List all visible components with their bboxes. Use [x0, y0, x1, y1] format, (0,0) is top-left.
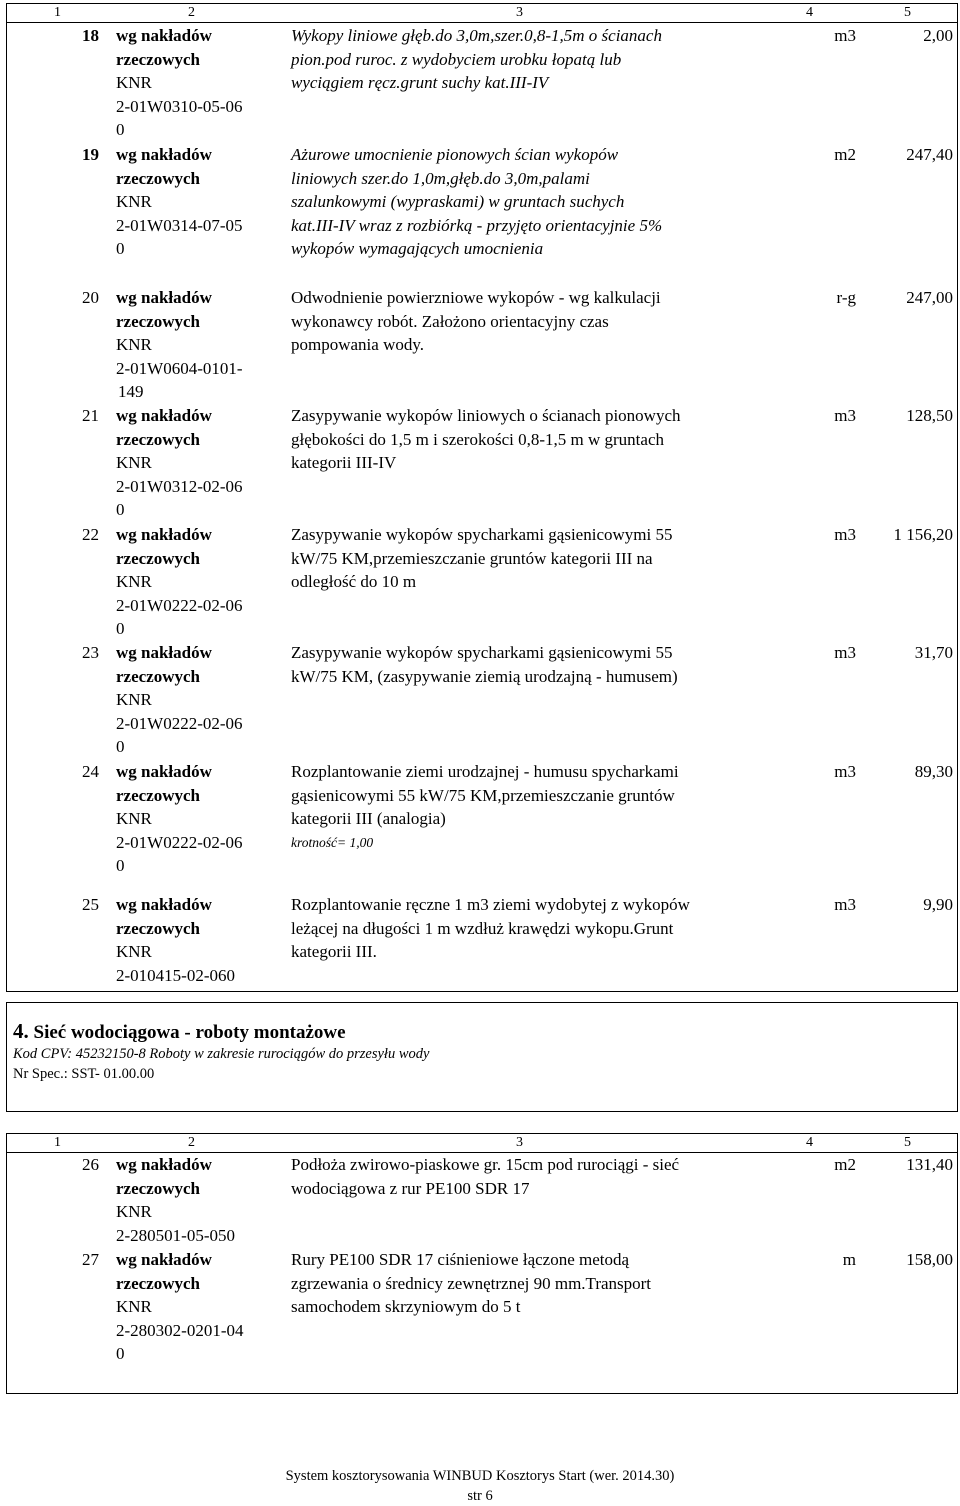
- row-quantity: 158,00: [906, 1250, 953, 1269]
- base-line: KNR: [116, 942, 152, 961]
- base-line: rzeczowych: [116, 429, 201, 449]
- row-unit: m3: [834, 525, 856, 544]
- row-quantity: 131,40: [906, 1155, 953, 1174]
- row-base: [116, 1153, 286, 1247]
- row-description: [291, 523, 763, 594]
- col-header-2: 2: [188, 5, 195, 20]
- base-line: 0: [116, 500, 125, 519]
- base-line: 0: [116, 239, 125, 258]
- row-number: 19: [82, 145, 99, 164]
- section-title: Sieć wodociągowa - roboty montażowe: [33, 1022, 346, 1043]
- col-header-3: 3: [516, 1135, 523, 1150]
- col-header-2: 2: [188, 1135, 195, 1150]
- section-title-line: [13, 1019, 346, 1045]
- base-line: 0: [116, 619, 125, 638]
- base-line: 2-01W0310-05-06: [116, 96, 243, 116]
- row-description: [291, 1153, 763, 1200]
- desc-line: pompowania wody.: [291, 335, 424, 354]
- row-number: 21: [82, 406, 99, 425]
- base-line: wg nakładów: [116, 288, 212, 307]
- desc-line: Odwodnienie powierzniowe wykopów - wg kalkulacji: [291, 288, 661, 307]
- desc-line: wyciągiem ręcz.grunt suchy kat.III-IV: [291, 73, 549, 92]
- col-header-5: 5: [904, 1135, 911, 1150]
- base-line: KNR: [116, 335, 152, 354]
- row-base: [116, 286, 286, 404]
- footer-page-number: str 6: [467, 1488, 493, 1504]
- row-quantity: 2,00: [923, 26, 953, 45]
- row-quantity: 128,50: [906, 406, 953, 425]
- desc-line: szalunkowymi (wypraskami) w gruntach suchych: [291, 192, 625, 211]
- row-unit: m3: [834, 26, 856, 45]
- row-unit: m2: [834, 145, 856, 164]
- row-number: 24: [82, 762, 99, 781]
- base-line: 2-01W0604-0101-: [116, 358, 243, 378]
- base-line: 2-01W0314-07-05: [116, 215, 243, 235]
- desc-line: samochodem skrzyniowym do 5 t: [291, 1297, 521, 1316]
- desc-line: kategorii III (analogia): [291, 809, 446, 828]
- row-quantity: 247,00: [906, 288, 953, 307]
- base-line: KNR: [116, 1202, 152, 1221]
- base-line: wg nakładów: [116, 26, 212, 45]
- row-number: 26: [82, 1155, 99, 1174]
- desc-line: Rury PE100 SDR 17 ciśnieniowe łączone metodą: [291, 1250, 630, 1269]
- row-description: [291, 286, 763, 357]
- spec-label: Nr Spec.:: [13, 1066, 68, 1082]
- base-line: wg nakładów: [116, 895, 212, 914]
- desc-line: głębokości do 1,5 m i szerokości 0,8-1,5 m w gruntach: [291, 429, 664, 449]
- desc-line: Zasypywanie wykopów spycharkami gąsienicowymi 55: [291, 525, 673, 544]
- desc-line: liniowych szer.do 1,0m,głęb.do 3,0m,palami: [291, 168, 590, 188]
- desc-line: kW/75 KM,przemieszczanie gruntów kategorii III na: [291, 548, 653, 568]
- row-quantity: 247,40: [906, 145, 953, 164]
- base-line: rzeczowych: [116, 666, 201, 686]
- row-unit: m3: [834, 643, 856, 662]
- row-quantity: 31,70: [914, 643, 953, 662]
- footer-software: System kosztorysowania WINBUD Kosztorys Start (wer. 2014.30): [285, 1468, 675, 1484]
- base-line: 2-01W0222-02-06: [116, 713, 243, 733]
- base-line: 2-01W0222-02-06: [116, 832, 243, 852]
- base-line: 2-280501-05-050: [116, 1225, 235, 1245]
- desc-line: Wykopy liniowe głęb.do 3,0m,szer.0,8-1,5m o ścianach: [291, 26, 662, 45]
- desc-line: Zasypywanie wykopów liniowych o ścianach pionowych: [291, 406, 681, 425]
- base-line: KNR: [116, 192, 152, 211]
- desc-line: Podłoża zwirowo-piaskowe gr. 15cm pod rurociągi - sieć: [291, 1155, 680, 1174]
- base-line: 2-01W0312-02-06: [116, 476, 243, 496]
- desc-line: Rozplantowanie ręczne 1 m3 ziemi wydobytej z wykopów: [291, 895, 690, 914]
- col-header-1: 1: [54, 5, 61, 20]
- desc-line: kW/75 KM, (zasypywanie ziemią urodzajną - humusem): [291, 666, 678, 686]
- base-line: 2-010415-02-060: [116, 965, 235, 985]
- base-line: rzeczowych: [116, 1273, 201, 1293]
- base-line: wg nakładów: [116, 1155, 212, 1174]
- desc-line: Ażurowe umocnienie pionowych ścian wykopów: [291, 145, 619, 164]
- desc-line: Rozplantowanie ziemi urodzajnej - humusu spycharkami: [291, 762, 679, 781]
- base-line: rzeczowych: [116, 785, 201, 805]
- section-spec-number: [13, 1065, 154, 1084]
- col-header-4: 4: [806, 1135, 813, 1150]
- row-description: [291, 1248, 763, 1319]
- row-quantity: 89,30: [914, 762, 953, 781]
- base-line: wg nakładów: [116, 406, 212, 425]
- desc-line: wykonawcy robót. Założono orientacyjny czas: [291, 311, 609, 331]
- section-header: [6, 1002, 958, 1112]
- base-line: wg nakładów: [116, 643, 212, 662]
- base-line: 149: [118, 382, 144, 401]
- row-description: [291, 24, 763, 95]
- row-description: [291, 760, 763, 854]
- row-base: [116, 1248, 286, 1366]
- spec-value: SST- 01.00.00: [71, 1066, 155, 1082]
- base-line: wg nakładów: [116, 525, 212, 544]
- header-divider-top: [6, 3, 958, 23]
- base-line: 2-01W0222-02-06: [116, 595, 243, 615]
- desc-line: wodociągowa z rur PE100 SDR 17: [291, 1178, 530, 1198]
- row-base: [116, 24, 286, 142]
- row-base: [116, 893, 286, 987]
- desc-line: kategorii III.: [291, 942, 377, 961]
- row-unit: r-g: [836, 288, 856, 307]
- base-line: rzeczowych: [116, 311, 201, 331]
- column-header-row-bottom: [6, 1134, 958, 1153]
- row-description: [291, 404, 763, 475]
- desc-line: kat.III-IV wraz z rozbiórką - przyjęto orientacyjnie 5%: [291, 215, 663, 235]
- desc-line: kategorii III-IV: [291, 453, 397, 472]
- base-line: rzeczowych: [116, 548, 201, 568]
- desc-line: zgrzewania o średnicy zewnętrznej 90 mm.Transport: [291, 1273, 652, 1293]
- base-line: rzeczowych: [116, 918, 201, 938]
- page-footer: [0, 1466, 960, 1506]
- base-line: 0: [116, 1344, 125, 1363]
- base-line: wg nakładów: [116, 1250, 212, 1269]
- row-base: [116, 143, 286, 261]
- base-line: KNR: [116, 572, 152, 591]
- row-unit: m3: [834, 406, 856, 425]
- row-description: [291, 641, 763, 688]
- section-cpv-code: Kod CPV: 45232150-8 Roboty w zakresie rurociągów do przesyłu wody: [13, 1046, 430, 1062]
- row-base: [116, 760, 286, 878]
- row-base: [116, 523, 286, 641]
- base-line: KNR: [116, 453, 152, 472]
- desc-line: pion.pod ruroc. z wydobyciem urobku łopatą lub: [291, 49, 622, 69]
- base-line: wg nakładów: [116, 145, 212, 164]
- desc-line: gąsienicowymi 55 kW/75 KM,przemieszczanie gruntów: [291, 785, 675, 805]
- desc-line: Zasypywanie wykopów spycharkami gąsienicowymi 55: [291, 643, 673, 662]
- base-line: rzeczowych: [116, 1178, 201, 1198]
- base-line: KNR: [116, 809, 152, 828]
- desc-line: leżącej na długości 1 m wzdłuż krawędzi wykopu.Grunt: [291, 918, 674, 938]
- row-number: 18: [82, 26, 99, 45]
- row-description: [291, 893, 763, 964]
- row-number: 25: [82, 895, 99, 914]
- col-header-1: 1: [54, 1135, 61, 1150]
- base-line: 0: [116, 737, 125, 756]
- base-line: rzeczowych: [116, 49, 201, 69]
- row-quantity: 9,90: [923, 895, 953, 914]
- row-unit: m3: [834, 762, 856, 781]
- row-unit: m: [842, 1250, 856, 1269]
- row-number: 22: [82, 525, 99, 544]
- base-line: KNR: [116, 73, 152, 92]
- col-header-5: 5: [904, 5, 911, 20]
- base-line: KNR: [116, 1297, 152, 1316]
- row-number: 20: [82, 288, 99, 307]
- base-line: KNR: [116, 690, 152, 709]
- row-quantity: 1 156,20: [893, 525, 953, 544]
- section-number: 4.: [13, 1019, 29, 1043]
- desc-line: wykopów wymagających umocnienia: [291, 239, 544, 258]
- row-number: 23: [82, 643, 99, 662]
- row-unit: m2: [834, 1155, 856, 1174]
- row-base: [116, 641, 286, 759]
- base-line: 2-280302-0201-04: [116, 1320, 244, 1340]
- col-header-3: 3: [516, 5, 523, 20]
- multiplier-note: krotność= 1,00: [291, 834, 374, 850]
- row-base: [116, 404, 286, 522]
- row-unit: m3: [834, 895, 856, 914]
- desc-line: odległość do 10 m: [291, 572, 417, 591]
- col-header-4: 4: [806, 5, 813, 20]
- row-number: 27: [82, 1250, 99, 1269]
- base-line: 0: [116, 120, 125, 139]
- base-line: wg nakładów: [116, 762, 212, 781]
- base-line: rzeczowych: [116, 168, 201, 188]
- base-line: 0: [116, 856, 125, 875]
- row-description: [291, 143, 763, 261]
